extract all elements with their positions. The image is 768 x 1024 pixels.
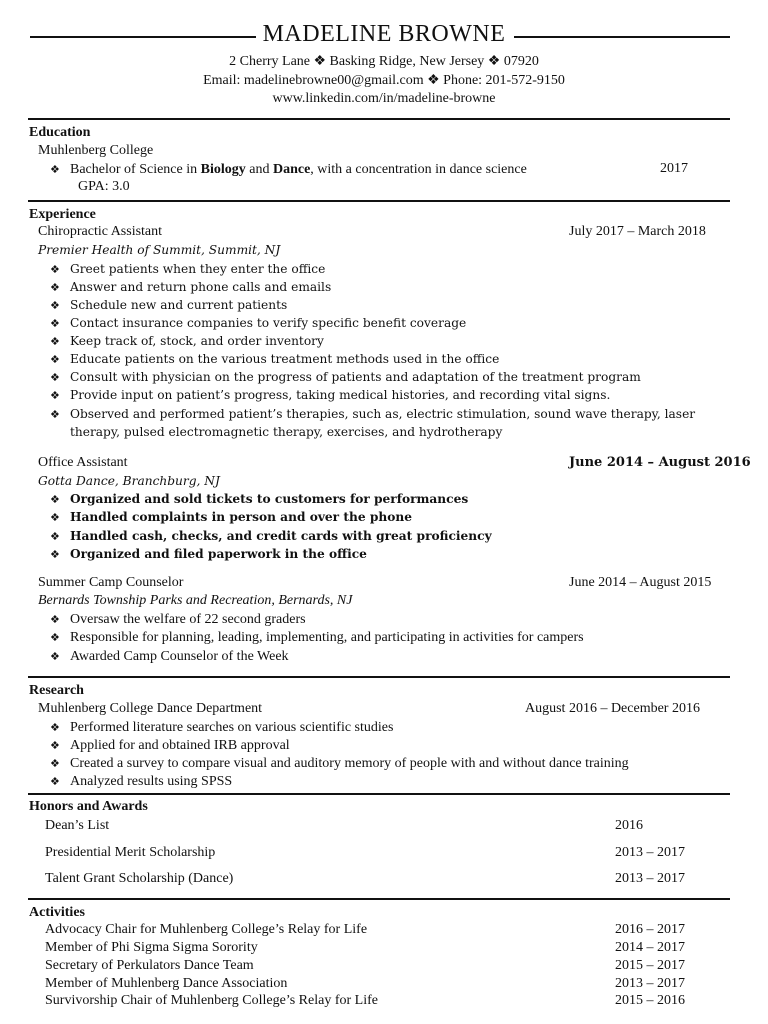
research-org: Muhlenberg College Dance Department [38,701,263,716]
research-dates: August 2016 – December 2016 [525,701,700,716]
activity-name: Advocacy Chair for Muhlenberg College’s Relay for Life [45,922,368,937]
section-title-activities: Activities [29,905,85,920]
bullet-icon: ❖ [50,757,60,770]
section-title-research: Research [29,683,84,698]
education-degree [50,160,527,179]
section-title-honors: Honors and Awards [29,799,148,814]
list-item: ❖ Greet patients when they enter the office [50,260,325,279]
bullet-icon: ❖ [50,389,60,402]
section-rule-education [28,118,730,120]
bullet-icon: ❖ [50,530,60,543]
section-title-education: Education [29,125,91,140]
bullet-icon: ❖ [50,371,60,384]
section-rule-experience [28,200,730,202]
activity-years: 2015 – 2017 [615,958,685,973]
bullet-icon: ❖ [50,739,60,752]
bullet-icon: ❖ [50,281,60,294]
list-item: ❖ Created a survey to compare visual and auditory memory of people with and without dance training [50,756,629,771]
list-item: ❖ Analyzed results using SPSS [50,774,233,789]
job-org: Premier Health of Summit, Summit, NJ [38,243,281,257]
list-item: ❖ Consult with physician on the progress of patients and adaptation of the treatment program [50,368,641,387]
bullet-icon: ❖ [50,299,60,312]
honor-years: 2016 [615,818,643,833]
job-role: Summer Camp Counselor [38,575,184,590]
job-org: Bernards Township Parks and Recreation, Bernards, NJ [38,593,353,608]
education-gpa: GPA: 3.0 [78,179,130,194]
list-item: ❖ Answer and return phone calls and emails [50,278,331,297]
bullet-icon: ❖ [50,263,60,276]
list-item: ❖ Performed literature searches on various scientific studies [50,720,394,735]
education-school: Muhlenberg College [38,143,154,158]
bullet-icon: ❖ [50,650,60,663]
job-dates: June 2014 – August 2016 [569,455,751,470]
bullet-icon: ❖ [50,353,60,366]
bullet-icon: ❖ [50,408,60,421]
list-item: ❖ Provide input on patient’s progress, taking medical histories, and recording vital signs. [50,386,610,405]
honor-name: Talent Grant Scholarship (Dance) [45,871,234,886]
activity-name: Member of Phi Sigma Sigma Sorority [45,940,258,955]
education-year: 2017 [660,161,688,176]
section-rule-activities [28,898,730,900]
list-item: ❖ Educate patients on the various treatment methods used in the office [50,350,499,369]
list-item: ❖ Awarded Camp Counselor of the Week [50,649,289,664]
email-phone-line: Email: madelinebrowne00@gmail.com ❖ Phone: 201-572-9150 [203,73,565,88]
job-role: Chiropractic Assistant [38,224,163,239]
list-item: ❖ Oversaw the welfare of 22 second graders [50,612,306,627]
linkedin-link[interactable]: www.linkedin.com/in/madeline-browne [272,91,496,106]
degree-text: Bachelor of Science in Biology and Dance, with a concentration in dance science [70,162,527,177]
address-line: 2 Cherry Lane ❖ Basking Ridge, New Jersey ❖ 07920 [229,54,539,69]
activity-years: 2013 – 2017 [615,976,685,991]
section-rule-research [28,676,730,678]
bullet-icon: ❖ [50,721,60,734]
honor-name: Dean’s List [45,818,110,833]
activity-name: Member of Muhlenberg Dance Association [45,976,288,991]
bullet-icon: ❖ [50,493,60,506]
section-rule-honors [28,793,730,795]
list-item: ❖ Handled complaints in person and over the phone [50,508,412,527]
bullet-icon: ❖ [50,548,60,561]
activity-years: 2014 – 2017 [615,940,685,955]
activity-years: 2016 – 2017 [615,922,685,937]
list-item: ❖ Observed and performed patient’s therapies, such as, electric stimulation, sound wave therapy, laser therapy, pulsed electromagnetic therapy, exercises, and hydrotherapy [50,407,696,439]
job-role: Office Assistant [38,455,128,470]
bullet-icon: ❖ [50,317,60,330]
bullet-icon: ❖ [50,775,60,788]
honor-years: 2013 – 2017 [615,871,685,886]
activity-years: 2015 – 2016 [615,993,685,1008]
list-item: ❖ Organized and filed paperwork in the office [50,545,367,564]
bullet-icon: ❖ [50,631,60,644]
list-item: ❖ Contact insurance companies to verify specific benefit coverage [50,314,466,333]
job-dates: July 2017 – March 2018 [569,224,706,239]
list-item: ❖ Organized and sold tickets to customers for performances [50,490,468,509]
bullet-icon: ❖ [50,511,60,524]
list-item: ❖ Responsible for planning, leading, implementing, and participating in activities for campers [50,630,584,645]
list-item: ❖ Applied for and obtained IRB approval [50,738,290,753]
honor-years: 2013 – 2017 [615,845,685,860]
bullet-icon: ❖ [50,163,60,176]
honor-name: Presidential Merit Scholarship [45,845,216,860]
job-org: Gotta Dance, Branchburg, NJ [38,474,220,488]
activity-name: Secretary of Perkulators Dance Team [45,958,254,973]
activity-name: Survivorship Chair of Muhlenberg College’s Relay for Life [45,993,378,1008]
job-dates: June 2014 – August 2015 [569,575,712,590]
list-item: ❖ Schedule new and current patients [50,296,287,315]
bullet-icon: ❖ [50,613,60,626]
list-item: ❖ Keep track of, stock, and order inventory [50,332,324,351]
bullet-icon: ❖ [50,335,60,348]
section-title-experience: Experience [29,207,96,222]
resume-name: MADELINE BROWNE [262,21,506,47]
list-item: ❖ Handled cash, checks, and credit cards with great proficiency [50,527,492,546]
